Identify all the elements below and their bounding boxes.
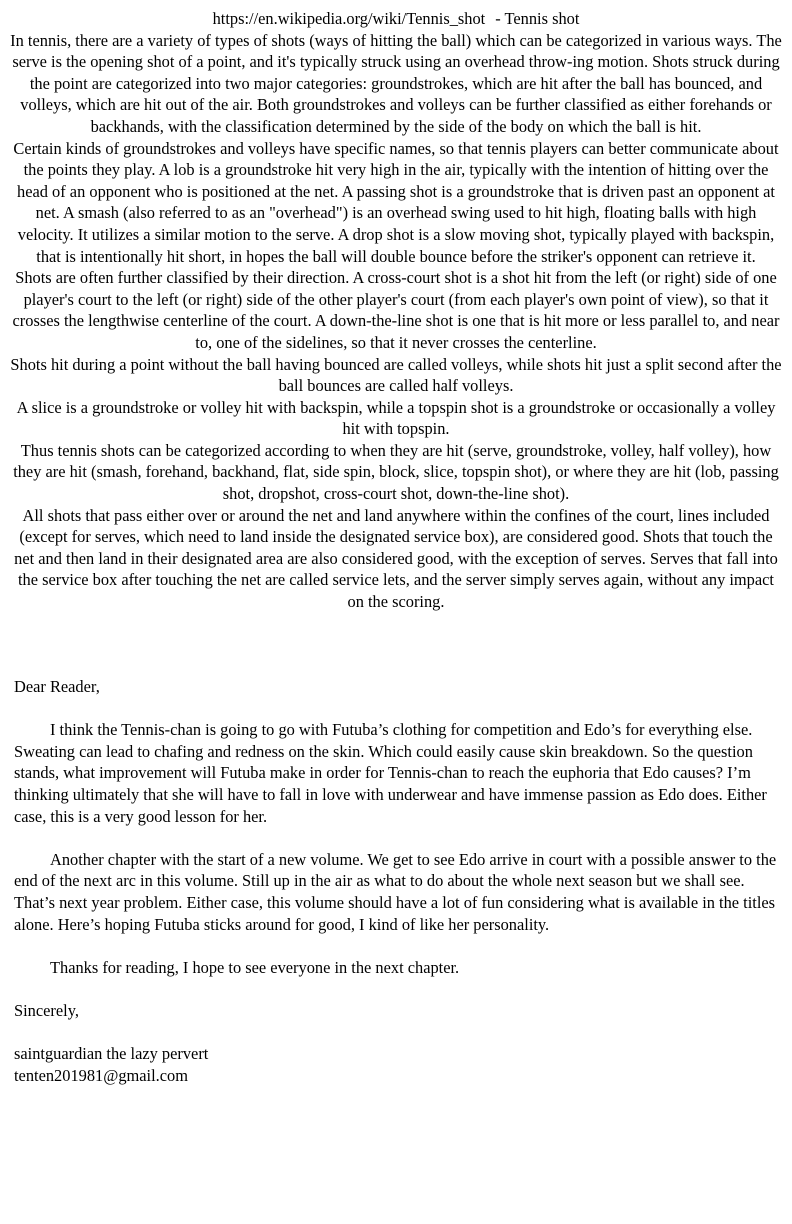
signature-name: saintguardian the lazy pervert (14, 1044, 209, 1064)
letter-paragraph-2: Another chapter with the start of a new volume. We get to see Edo arrive in court with a possible answer to the end of the next arc in this volume. Still up in the air as what to do about the whole next season but we shall see. That’s next year problem. Either case, this volume should have a lot of fun considering what is available in the titles alone. Here’s hoping Futuba sticks around for good, I kind of like her personality. (14, 849, 777, 934)
letter-gap (14, 827, 784, 849)
letter-greeting: Dear Reader, (14, 677, 100, 696)
letter-gap (14, 1022, 784, 1044)
source-title: Tennis shot (504, 9, 580, 28)
letter-gap (14, 935, 784, 957)
article-paragraph-names: Certain kinds of groundstrokes and volleys have specific names, so that tennis players can better communicate about the points they play. A lob is a groundstroke hit very high in the air, typically with the intention of hitting over the head of an opponent who is positioned at the net. A passing shot is a groundstroke that is driven past an opponent at net. A smash (also referred to as an "overhead") is an overhead swing used to hit high, floating balls with high velocity. It utilizes a similar motion to the serve. A drop shot is a slow moving shot, typically played with backspin, that is intentionally hit short, in hopes the ball will double bounce before the striker's opponent can retrieve it. (13, 138, 779, 266)
letter-gap (14, 698, 784, 720)
article-paragraph-spin: A slice is a groundstroke or volley hit with backspin, while a topspin shot is a groundstroke or occasionally a volley hit with topspin. (16, 397, 776, 439)
source-line (10, 8, 782, 30)
article-paragraph-types: In tennis, there are a variety of types of shots (ways of hitting the ball) which can be categorized in various ways. The serve is the opening shot of a point, and it's typically struck using an overhead throw-ing motion. Shots struck during the point are categorized into two major categories: groundstrokes, which are hit after the ball has bounced, and volleys, which are hit out of the air. Both groundstrokes and volleys can be further classified as either forehands or backhands, with the classification determined by the side of the body on which the ball is hit. (10, 30, 782, 136)
source-separator: - (495, 9, 501, 28)
signature-email[interactable]: tenten201981@gmail.com (14, 1065, 188, 1085)
letter-paragraph-1: I think the Tennis-chan is going to go with Futuba’s clothing for competition and Edo’s for everything else. Sweating can lead to chafing and redness on the skin. Which could easily cause skin breakdown. So the question stands, what improvement will Futuba make in order for Tennis-chan to reach the euphoria that Edo causes? I’m thinking ultimately that she will have to fall in love with underwear and have immense passion as Edo does. Either case, this is a very good lesson for her. (14, 720, 767, 826)
article-excerpt (10, 8, 782, 613)
article-paragraph-volleys: Shots hit during a point without the ball having bounced are called volleys, while shots hit just a split second after the ball bounces are called half volleys. (10, 354, 782, 396)
letter-gap (14, 978, 784, 1000)
letter-closing: Sincerely, (14, 1000, 79, 1020)
letter-paragraph-3: Thanks for reading, I hope to see everyone in the next chapter. (50, 957, 460, 977)
source-url[interactable]: https://en.wikipedia.org/wiki/Tennis_shot (212, 9, 486, 28)
article-paragraph-good-shots: All shots that pass either over or around the net and land anywhere within the confines of the court, lines included (except for serves, which need to land inside the designated service box), are considered good. Shots that touch the net and then land in their designated area are also considered good, with the exception of serves. Serves that fall into the service box after touching the net are called service lets, and the server simply serves again, without any impact on the scoring. (14, 505, 778, 612)
article-paragraph-categories: Thus tennis shots can be categorized according to when they are hit (serve, groundstroke, volley, half volley), how they are hit (smash, forehand, backhand, flat, side spin, block, slice, topspin shot), or where they are hit (lob, passing shot, dropshot, cross-court shot, down-the-line shot). (13, 440, 779, 504)
article-paragraph-direction: Shots are often further classified by their direction. A cross-court shot is a shot hit from the left (or right) side of one player's court to the left (or right) side of the other player's court (from each player's own point of view), so that it crosses the lengthwise centerline of the court. A down-the-line shot is one that is hit more or less parallel to, and near to, one of the sidelines, so that it never crosses the centerline. (12, 268, 780, 352)
translator-letter (14, 676, 784, 1086)
